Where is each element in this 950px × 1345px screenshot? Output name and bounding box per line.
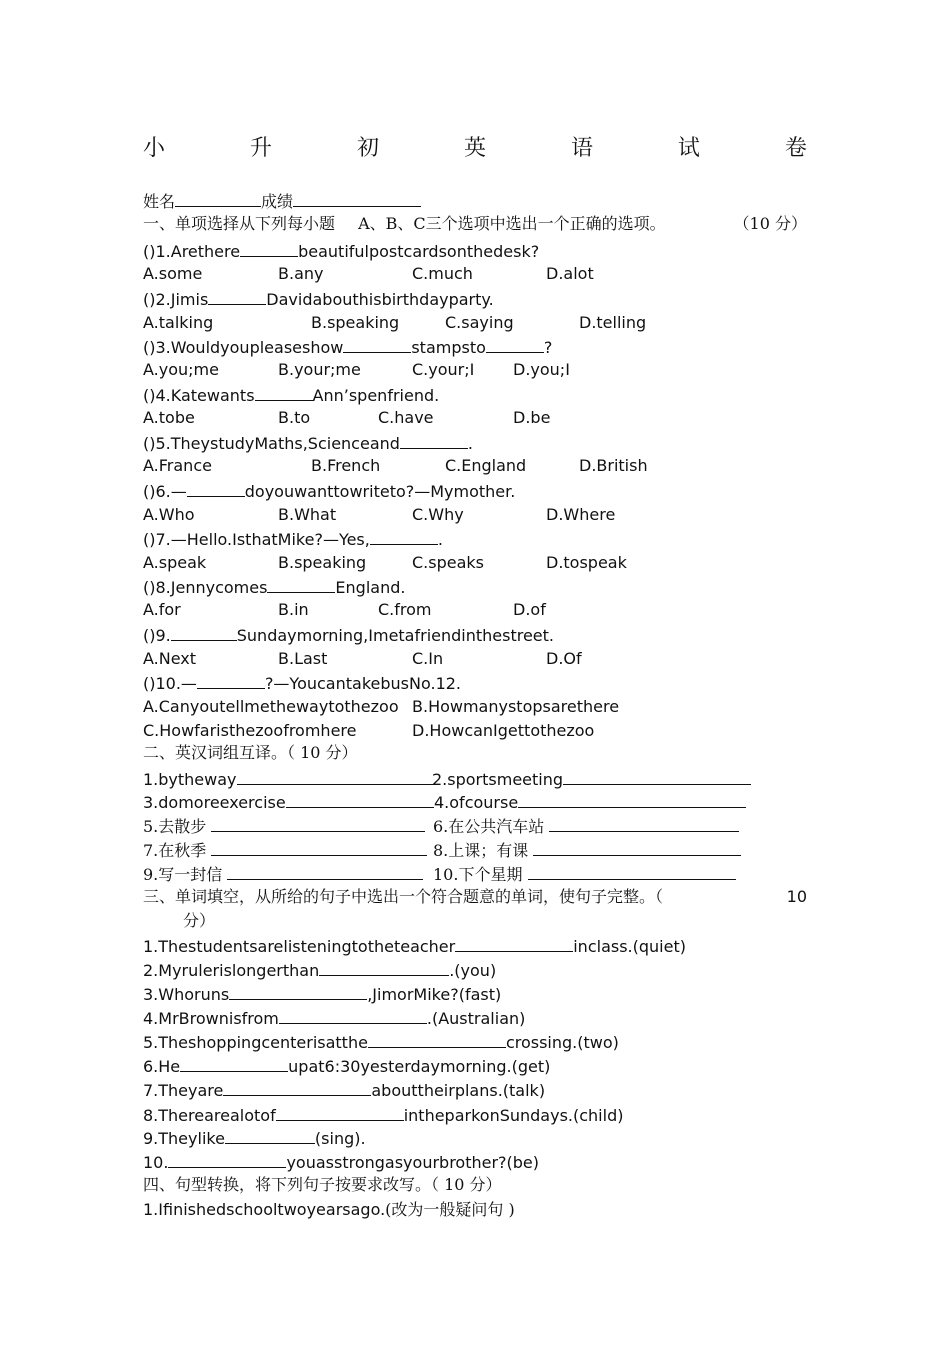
answer-blank[interactable] (563, 768, 751, 785)
title-char: 小 (143, 136, 166, 161)
option-a[interactable]: A.speak (143, 553, 207, 572)
answer-blank[interactable] (286, 791, 434, 808)
title-char: 英 (463, 136, 486, 161)
option-d[interactable]: D.telling (579, 313, 647, 332)
option-a[interactable]: A.Who (143, 505, 195, 524)
question-stem: ? (543, 338, 553, 357)
section1-heading (143, 213, 807, 235)
options-2 (143, 312, 807, 334)
question-stem: beautifulpostcardsonthedesk? (298, 242, 540, 261)
option-d[interactable]: D.British (579, 456, 648, 475)
phrase-row-4 (143, 839, 807, 861)
option-c[interactable]: C.England (445, 456, 527, 475)
phrase-row-2 (143, 791, 807, 813)
option-a[interactable]: A.France (143, 456, 212, 475)
exam-title (143, 134, 807, 164)
question-10 (143, 672, 461, 695)
answer-blank[interactable] (279, 1007, 427, 1024)
phrase-item: 8.上课；有课 (433, 839, 741, 862)
section1-points: （10 分） (733, 214, 807, 233)
option-c[interactable]: C.Howfaristhezoofromhere (143, 721, 357, 740)
fill-item-5: 5.Theshoppingcenterisatthe crossing.(two) (143, 1033, 619, 1052)
option-a[interactable]: A.Canyoutellmethewaytothezoo (143, 697, 399, 716)
question-3 (143, 336, 552, 359)
answer-blank[interactable] (237, 768, 435, 785)
phrase-item: 5.去散步 (143, 815, 425, 838)
options-8 (143, 599, 807, 621)
question-stem: doyouwanttowriteto?—Mymother. (244, 482, 516, 501)
name-label: 姓名 (143, 192, 176, 211)
options-4 (143, 407, 807, 429)
answer-blank[interactable] (455, 935, 573, 952)
answer-blank[interactable] (229, 983, 367, 1000)
phrase-item: 3.domoreexercise (143, 791, 434, 814)
fill-item-3: 3.Whoruns ,JimorMike?(fast) (143, 985, 502, 1004)
option-d[interactable]: D.be (513, 408, 551, 427)
phrase-item: 2.sportsmeeting (432, 768, 751, 791)
options-7 (143, 552, 807, 574)
phrase-item: 4.ofcourse (434, 791, 746, 814)
title-char: 初 (356, 136, 379, 161)
name-blank[interactable] (175, 190, 261, 207)
answer-blank[interactable] (370, 528, 438, 545)
title-char: 语 (570, 136, 593, 161)
question-1 (143, 240, 539, 263)
option-c[interactable]: C.from (378, 600, 432, 619)
section3-heading (143, 886, 807, 908)
section4-heading: 四、句型转换，将下列句子按要求改写。（ 10 分） (143, 1175, 502, 1194)
phrase-item: 9.写一封信 (143, 863, 423, 886)
answer-blank[interactable] (171, 624, 237, 641)
option-c[interactable]: C.Why (412, 505, 464, 524)
question-stem: ()8.Jennycomes (143, 578, 268, 597)
title-char: 卷 (784, 136, 807, 161)
phrase-item: 6.在公共汽车站 (433, 815, 739, 838)
question-stem: ()6.— (143, 482, 187, 501)
fill-item-2: 2.Myrulerislongerthan .(you) (143, 961, 497, 980)
phrase-row-3 (143, 815, 807, 837)
question-stem: ()10.— (143, 674, 197, 693)
answer-blank[interactable] (518, 791, 746, 808)
options-5 (143, 455, 807, 477)
section1-heading-tail: 三个选项中选出一个正确的选项。 (425, 214, 666, 233)
answer-blank[interactable] (486, 336, 544, 353)
title-char: 升 (249, 136, 272, 161)
answer-blank[interactable] (533, 839, 741, 856)
score-blank[interactable] (293, 190, 421, 207)
options-10-ab (143, 696, 807, 718)
option-d[interactable]: D.Of (546, 649, 582, 668)
name-score-line (143, 190, 421, 213)
question-stem: Davidabouthisbirthdayparty. (266, 290, 494, 309)
fill-item-6: 6.He upat6:30yesterdaymorning.(get) (143, 1057, 551, 1076)
score-label: 成绩 (261, 192, 294, 211)
option-d[interactable]: D.of (513, 600, 546, 619)
section3-points: 10 (786, 887, 807, 906)
answer-blank[interactable] (400, 432, 468, 449)
option-d[interactable]: D.you;I (513, 360, 570, 379)
question-5 (143, 432, 473, 455)
fill-item-4: 4.MrBrownisfrom .(Australian) (143, 1009, 526, 1028)
question-stem: ?—YoucantakebusNo.12. (264, 674, 462, 693)
answer-blank[interactable] (343, 336, 411, 353)
answer-blank[interactable] (227, 863, 423, 880)
question-8 (143, 576, 405, 599)
question-stem: ()3.Wouldyoupleaseshow (143, 338, 344, 357)
option-d[interactable]: D.tospeak (546, 553, 627, 572)
option-c[interactable]: C.In (412, 649, 444, 668)
question-stem: Ann’spenfriend. (312, 386, 440, 405)
option-b[interactable]: B.speaking (311, 313, 400, 332)
fill-item-8: 8.Therearealotof intheparkonSundays.(child) (143, 1106, 624, 1125)
section2-heading: 二、英汉词组互译。（ 10 分） (143, 743, 358, 762)
answer-blank[interactable] (168, 1151, 286, 1168)
question-stem: Sundaymorning,Imetafriendinthestreet. (236, 626, 555, 645)
option-d[interactable]: D.Where (546, 505, 616, 524)
phrase-item: 7.在秋季 (143, 839, 427, 862)
fill-item-7: 7.Theyare abouttheirplans.(talk) (143, 1081, 546, 1100)
option-b[interactable]: B.Howmanystopsarethere (412, 697, 620, 716)
question-7 (143, 528, 443, 551)
option-a[interactable]: A.for (143, 600, 181, 619)
answer-blank[interactable] (319, 959, 449, 976)
option-c[interactable]: C.have (378, 408, 434, 427)
option-a[interactable]: A.Next (143, 649, 197, 668)
answer-blank[interactable] (368, 1031, 506, 1048)
answer-blank[interactable] (528, 863, 736, 880)
question-stem: ()9. (143, 626, 171, 645)
fill-item-10: 10. youasstrongasyourbrother?(be) (143, 1153, 540, 1172)
answer-blank[interactable] (240, 240, 298, 257)
option-a[interactable]: A.you;me (143, 360, 219, 379)
options-1 (143, 263, 807, 285)
answer-blank[interactable] (180, 1055, 288, 1072)
option-a[interactable]: A.some (143, 264, 203, 283)
transform-item-1: 1.Ifinishedschooltwoyearsago.(改为一般疑问句 ) (143, 1200, 515, 1219)
answer-blank[interactable] (255, 384, 313, 401)
question-stem: stampsto (411, 338, 486, 357)
answer-blank[interactable] (225, 1127, 315, 1144)
options-9 (143, 648, 807, 670)
answer-blank[interactable] (223, 1079, 371, 1096)
option-a[interactable]: A.talking (143, 313, 214, 332)
question-stem: ()4.Katewants (143, 386, 255, 405)
option-b[interactable]: B.in (278, 600, 309, 619)
options-10-cd (143, 720, 807, 742)
section3-points-unit: 分） (183, 911, 216, 930)
options-3 (143, 359, 807, 381)
section1-heading-text: 一、单项选择从下列每小题 (143, 214, 336, 233)
option-c[interactable]: C.saying (445, 313, 514, 332)
phrase-item: 1.bytheway (143, 768, 435, 791)
question-stem: . (437, 530, 443, 549)
section3-heading-text: 三、单词填空，从所给的句子中选出一个符合题意的单词，使句子完整。（ (143, 887, 664, 906)
option-b[interactable]: B.French (311, 456, 381, 475)
option-d[interactable]: D.HowcanIgettothezoo (412, 721, 595, 740)
question-stem: ()2.Jimis (143, 290, 209, 309)
fill-item-1: 1.Thestudentsarelisteningtotheteacher inclass.(quiet) (143, 937, 686, 956)
answer-blank[interactable] (208, 288, 266, 305)
option-b[interactable]: B.your;me (278, 360, 361, 379)
phrase-item: 10.下个星期 (433, 863, 736, 886)
option-b[interactable]: B.What (278, 505, 337, 524)
answer-blank[interactable] (187, 480, 245, 497)
question-stem: ()5.TheystudyMaths,Scienceand (143, 434, 400, 453)
answer-blank[interactable] (549, 815, 739, 832)
title-char: 试 (677, 136, 700, 161)
option-a[interactable]: A.tobe (143, 408, 195, 427)
option-b[interactable]: B.any (278, 264, 324, 283)
option-d[interactable]: D.alot (546, 264, 594, 283)
question-stem: ()7.—Hello.IsthatMike?—Yes, (143, 530, 370, 549)
section1-heading-letters: A、B、C (358, 214, 426, 233)
option-c[interactable]: C.speaks (412, 553, 484, 572)
answer-blank[interactable] (267, 576, 335, 593)
options-6 (143, 504, 807, 526)
phrase-row-5 (143, 863, 807, 885)
fill-item-9: 9.Theylike (sing). (143, 1129, 366, 1148)
option-b[interactable]: B.Last (278, 649, 328, 668)
question-stem: . (467, 434, 474, 453)
option-b[interactable]: B.speaking (278, 553, 367, 572)
option-c[interactable]: C.much (412, 264, 473, 283)
answer-blank[interactable] (197, 672, 265, 689)
answer-blank[interactable] (211, 839, 427, 856)
option-c[interactable]: C.your;I (412, 360, 475, 379)
question-9 (143, 624, 554, 647)
question-2 (143, 288, 494, 311)
question-stem: ()1.Arethere (143, 242, 241, 261)
answer-blank[interactable] (211, 815, 425, 832)
question-6 (143, 480, 515, 503)
phrase-row-1 (143, 768, 807, 790)
option-b[interactable]: B.to (278, 408, 311, 427)
question-stem: England. (335, 578, 406, 597)
question-4 (143, 384, 439, 407)
answer-blank[interactable] (276, 1104, 404, 1121)
